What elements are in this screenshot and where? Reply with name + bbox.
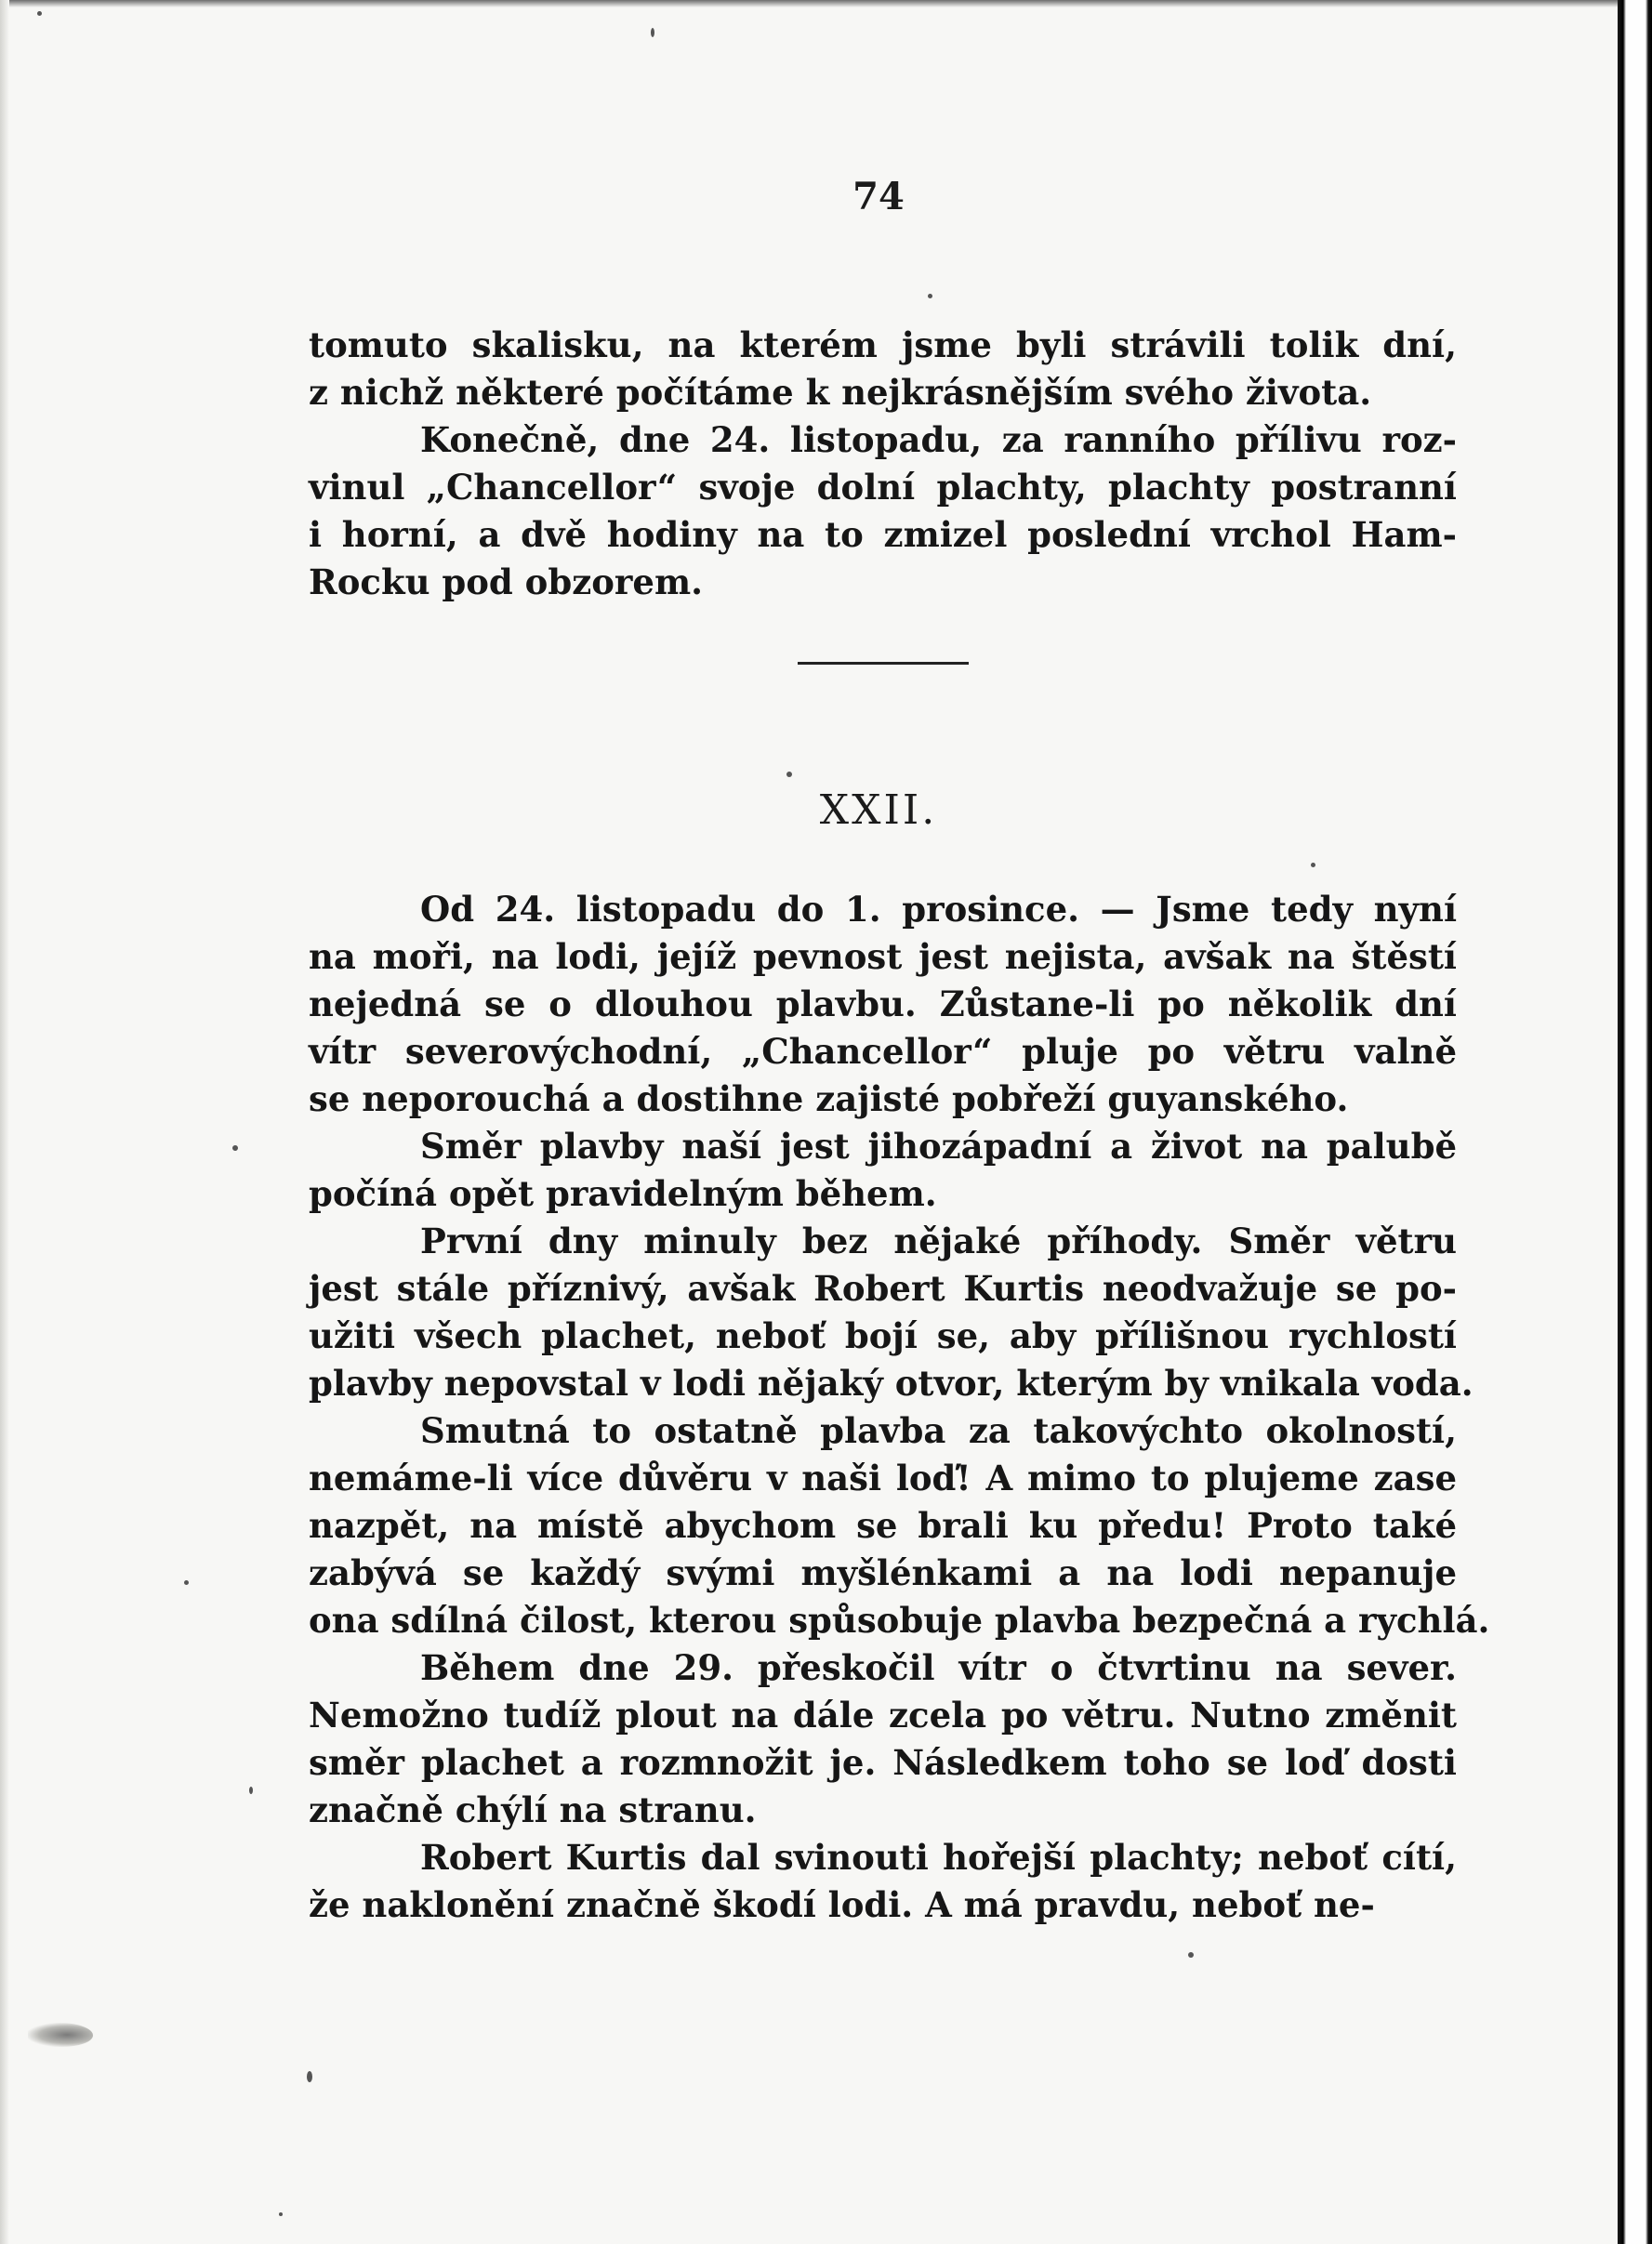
text-line: tomuto skalisku, na kterém jsme byli strávili tolik dní, xyxy=(309,324,1457,365)
text-line: Robert Kurtis dal svinouti hořejší plachty; neboť cítí, xyxy=(420,1837,1457,1878)
text-line: nazpět, na místě abychom se brali ku předu! Proto také xyxy=(309,1505,1457,1546)
text-block-chapter xyxy=(309,886,1490,1929)
scan-speck xyxy=(928,294,932,298)
text-line: První dny minuly bez nějaké příhody. Směr větru xyxy=(420,1221,1457,1261)
scan-speck xyxy=(37,11,42,16)
text-line: z nichž některé počítáme k nejkrásnějším svého života. xyxy=(309,372,1372,413)
text-line: užiti všech plachet, neboť bojí se, aby přílišnou rychlostí xyxy=(309,1315,1457,1356)
text-line: i horní, a dvě hodiny na to zmizel poslední vrchol Ham- xyxy=(309,514,1457,555)
scan-speck xyxy=(1188,1952,1194,1958)
text-line: Směr plavby naší jest jihozápadní a život na palubě xyxy=(420,1126,1457,1167)
text-line: jest stále příznivý, avšak Robert Kurtis neodvažuje se po- xyxy=(309,1268,1457,1309)
scan-speck xyxy=(279,2212,283,2216)
scan-speck xyxy=(651,28,654,37)
text-line: ona sdílná čilost, kterou spůsobuje plavba bezpečná a rychlá. xyxy=(309,1600,1490,1641)
page-left-shadow xyxy=(0,0,9,2244)
text-line: se neporouchá a dostihne zajisté pobřeží guyanského. xyxy=(309,1078,1349,1119)
section-divider xyxy=(798,662,969,665)
text-line: nejedná se o dlouhou plavbu. Zůstane-li po několik dní xyxy=(309,983,1457,1024)
scan-speck xyxy=(232,1145,238,1151)
text-line: vítr severovýchodní, „Chancellor“ pluje po větru valně xyxy=(309,1031,1457,1072)
text-line: plavby nepovstal v lodi nějaký otvor, kterým by vnikala voda. xyxy=(309,1363,1474,1404)
page-number: 74 xyxy=(852,175,905,218)
scan-speck xyxy=(184,1580,189,1585)
text-block-top xyxy=(309,322,1457,606)
scan-speck xyxy=(1311,863,1315,867)
text-line: Během dne 29. přeskočil vítr o čtvrtinu na sever. xyxy=(420,1647,1457,1688)
text-line: Od 24. listopadu do 1. prosince. — Jsme tedy nyní xyxy=(420,889,1457,930)
text-line: Smutná to ostatně plavba za takovýchto okolností, xyxy=(420,1410,1457,1451)
scan-speck xyxy=(249,1787,253,1794)
text-line: značně chýlí na stranu. xyxy=(309,1789,757,1830)
scan-smudge xyxy=(28,2023,93,2047)
text-line: Nemožno tudíž plout na dále zcela po větru. Nutno změnit xyxy=(309,1695,1457,1736)
text-line: že naklonění značně škodí lodi. A má pravdu, neboť ne- xyxy=(309,1884,1375,1925)
scan-speck xyxy=(786,772,792,777)
text-line: počíná opět pravidelným během. xyxy=(309,1173,937,1214)
chapter-heading: XXII. xyxy=(819,786,938,834)
text-line: vinul „Chancellor“ svoje dolní plachty, plachty postranní xyxy=(309,467,1457,508)
scan-speck xyxy=(307,2071,312,2082)
page-binding-edge xyxy=(1618,0,1652,2244)
page-top-shadow xyxy=(0,0,1618,7)
text-line: Rocku pod obzorem. xyxy=(309,561,703,602)
text-line: Konečně, dne 24. listopadu, za ranního přílivu roz- xyxy=(420,419,1457,460)
text-line: nemáme-li více důvěru v naši loď! A mimo to plujeme zase xyxy=(309,1458,1457,1498)
text-line: na moři, na lodi, jejíž pevnost jest nejista, avšak na štěstí xyxy=(309,936,1457,977)
text-line: směr plachet a rozmnožit je. Následkem toho se loď dosti xyxy=(309,1742,1457,1783)
text-line: zabývá se každý svými myšlénkami a na lodi nepanuje xyxy=(309,1552,1457,1593)
